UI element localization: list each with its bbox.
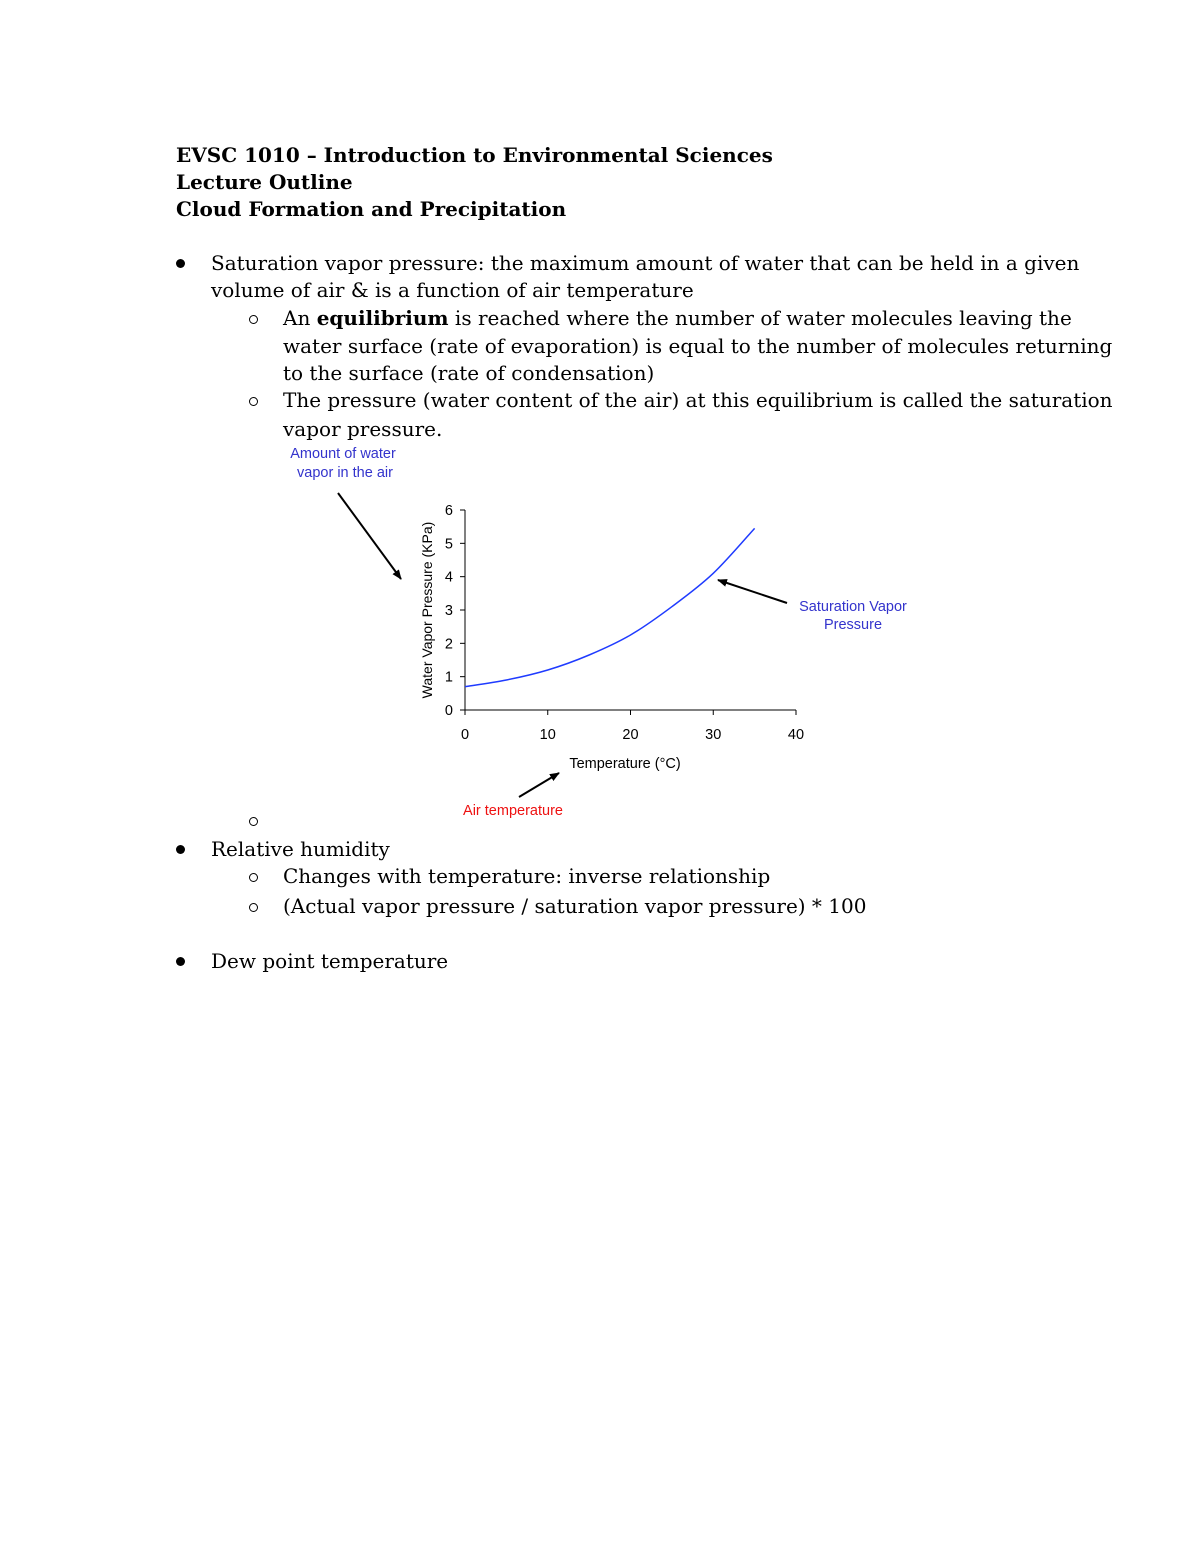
y-tick-label: 4	[444, 569, 453, 586]
x-tick-label: 10	[539, 727, 556, 743]
bullet-dot	[176, 845, 185, 854]
bullet-dot	[176, 259, 185, 268]
y-tick-label: 5	[444, 536, 453, 553]
pressure-line-2: vapor pressure.	[283, 417, 443, 441]
document-header	[176, 142, 773, 223]
course-title: EVSC 1010 – Introduction to Environmental Sciences	[176, 143, 773, 167]
y-tick-label: 2	[444, 636, 453, 653]
x-tick-label: 30	[705, 727, 722, 743]
x-axis-label: Temperature (°C)	[569, 756, 681, 772]
sub-bullet-circle	[249, 873, 258, 882]
x-axis-note: Air temperature	[463, 803, 563, 819]
sub-bullet-circle	[249, 903, 258, 912]
equilibrium-line-3: to the surface (rate of condensation)	[283, 361, 655, 385]
sub-bullet-circle	[249, 817, 258, 826]
y-axis-note-line-2: vapor in the air	[297, 465, 393, 481]
y-axis-label: Water Vapor Pressure (KPa)	[419, 521, 435, 699]
chart-ticks	[445, 503, 804, 743]
saturation-line-1: Saturation vapor pressure: the maximum amount of water that can be held in a given	[211, 251, 1080, 275]
topic-title: Cloud Formation and Precipitation	[176, 197, 567, 221]
saturation-curve	[465, 528, 755, 686]
equilibrium-prefix: An	[283, 306, 317, 330]
x-tick-label: 0	[460, 727, 470, 743]
y-tick-label: 6	[444, 503, 453, 519]
x-tick-label: 20	[622, 727, 639, 743]
pressure-line-1: The pressure (water content of the air) at this equilibrium is called the saturation	[283, 388, 1113, 412]
y-tick-label: 0	[444, 703, 453, 719]
equilibrium-line-2: water surface (rate of evaporation) is equal to the number of molecules returning	[283, 334, 1113, 358]
y-tick-label: 1	[444, 669, 453, 686]
saturation-vapor-pressure-chart	[270, 440, 950, 830]
y-axis-note-arrow	[338, 493, 401, 579]
outline-label: Lecture Outline	[176, 170, 353, 194]
equilibrium-term: equilibrium	[316, 306, 449, 330]
curve-note-arrow	[718, 580, 787, 603]
relative-humidity-sub-2: (Actual vapor pressure / saturation vapor pressure) * 100	[283, 894, 867, 918]
equilibrium-line-1	[283, 305, 1072, 333]
dew-point-label: Dew point temperature	[211, 949, 449, 973]
y-axis-note-line-1: Amount of water	[290, 446, 396, 462]
y-tick-label: 3	[444, 603, 453, 619]
curve-note-line-2: Pressure	[823, 617, 883, 633]
relative-humidity-sub-1: Changes with temperature: inverse relationship	[283, 864, 771, 888]
curve-note-line-1: Saturation Vapor	[799, 599, 907, 615]
x-axis-note-arrow	[519, 773, 559, 797]
relative-humidity-label: Relative humidity	[211, 837, 390, 861]
sub-bullet-circle	[249, 397, 258, 406]
chart-axes	[465, 510, 796, 710]
saturation-line-2: volume of air & is a function of air temperature	[211, 278, 694, 302]
sub-bullet-circle	[249, 315, 258, 324]
bullet-dot	[176, 957, 185, 966]
equilibrium-rest: is reached where the number of water molecules leaving the	[448, 306, 1072, 330]
x-tick-label: 40	[787, 727, 805, 743]
